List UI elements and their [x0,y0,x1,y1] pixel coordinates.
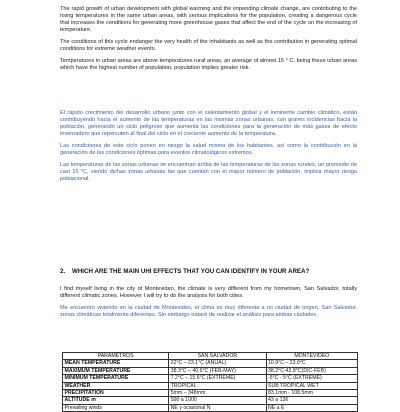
table-row [63,375,358,382]
paragraph-es-cycle: El rápido crecimiento del desarrollo urbano junto con el calentamiento global y el inminente cambio climático, están contribuyendo hacia el aumento de las temperaturas en las mismas zonas urbanas, con graves incidencias hacia la población, generando un ciclo peligroso que aumenta las condiciones para la generación de más gases de efecto invernadero que repercuten al final del ciclo en el creciente aumento de la temperatura. [60,110,357,137]
question-text: WHICH ARE THE MAIN UHI EFFECTS THAT YOU CAN IDENTIFY IN YOUR AREA? [72,268,310,275]
paragraph-en-health: The conditions of this cycle endanger the very health of the inhabitants as well as the contribution in generating optimal conditions for extreme weather events. [60,39,357,52]
table-row [63,360,358,367]
question-heading [60,268,360,275]
table-cell-parameter: ALTITUDE m [63,397,169,404]
table-header-cell: PARAMETROS [63,353,169,360]
table-cell-parameter: MINIMUM TEMPERATURE [63,375,169,382]
table-cell-parameter: MAXIMUM TEMPERATURE [63,367,169,374]
question-number: 2. [60,268,66,275]
paragraph-en-cycle: The rapid growth of urban development with global warming and the impending climate change, are contributing to the rising temperatures in the same urban areas, with serious implications for the population, creating a dangerous cycle that increases the conditions for generating more greenhouse gases that affect the end of the cycle on the increasing of temperature. [60,6,357,33]
table-cell-san-salvador: 5mm – 348mm [169,390,266,397]
spanish-intro-section [60,110,357,183]
table-row [63,390,358,397]
paragraph-es-temperatures: Las temperaturas de las zonas urbanas se encuentran arriba de las temperaturas de las zonas rurales, un promedio de casi 15 °C, siendo dichas zonas urbanas las que cuentan con el mayor número de población, implica mayor riesgo poblacional. [60,162,357,182]
english-intro-section [60,6,357,72]
table-cell-parameter: MEAN TEMPERATURE [63,360,169,367]
table-header-cell: MONTEVIDEO [266,353,357,360]
table-row [63,382,358,389]
paragraph-en-temperatures: Temperatures in urban areas are above temperatures rural areas, an average of almost 15 ° C, being these urban areas which have the highest number of population, population implies greater risk. [60,58,357,71]
table-cell-montevideo: 43 a 136 [266,397,357,404]
answer-section [60,286,357,319]
table-cell-san-salvador: TROPICAL [169,382,266,389]
table-row [63,404,358,411]
paragraph-es-health: Las condiciones de este ciclo ponen en riesgo la salud misma de los habitantes, así como la contribución en la generación de las condiciones óptimas para eventos climatológicos extremos. [60,143,357,156]
table-cell-san-salvador: NE y ocasional N [169,404,266,411]
table-cell-montevideo: 83.1mm - 108.5mm [266,390,357,397]
table-row [63,397,358,404]
table-cell-parameter: PRECIPITATION [63,390,169,397]
climate-comparison-table [62,352,358,412]
table-cell-parameter: WEATHER [63,382,169,389]
table-cell-montevideo: 38.2°C-42.8°C(DIC-FEB) [266,367,357,374]
table-cell-montevideo: -5°C - 5°C (EXTREME) [266,375,357,382]
table-header-row [63,353,358,360]
table-cell-san-salvador: 38.3°C – 40.6°C (FEB-MAY) [169,367,266,374]
paragraph-es-answer: Me encuentro viviendo en la ciudad de Montevideo, el clima es muy diferente a mi ciudad de origen, San Salvador, zonas climáticas totalmente diferentes. Sin embargo trataré de realizar el análisis para ambas ciudades. [60,305,357,318]
table-cell-parameter: Prevailing winds [63,404,169,411]
table-row [63,367,358,374]
paragraph-en-answer: I find myself living in the city of Montevideo, the climate is very different from my hometown, San Salvador, totally different climatic zones. However I will try to do the analysis for both cities. [60,286,357,299]
table-cell-montevideo: SUB TROPICAL WET [266,382,357,389]
table-cell-san-salvador: 22°C – 23.1°C (ANUAL) [169,360,266,367]
table-cell-montevideo: NE a E [266,404,357,411]
table-header-cell: SAN SALVADOR [169,353,266,360]
table-cell-san-salvador: 590 a 1000 [169,397,266,404]
table-cell-san-salvador: 7.2°C – 15.6°C (EXTREME) [169,375,266,382]
table-cell-montevideo: 10.9°C – 23.0°C [266,360,357,367]
